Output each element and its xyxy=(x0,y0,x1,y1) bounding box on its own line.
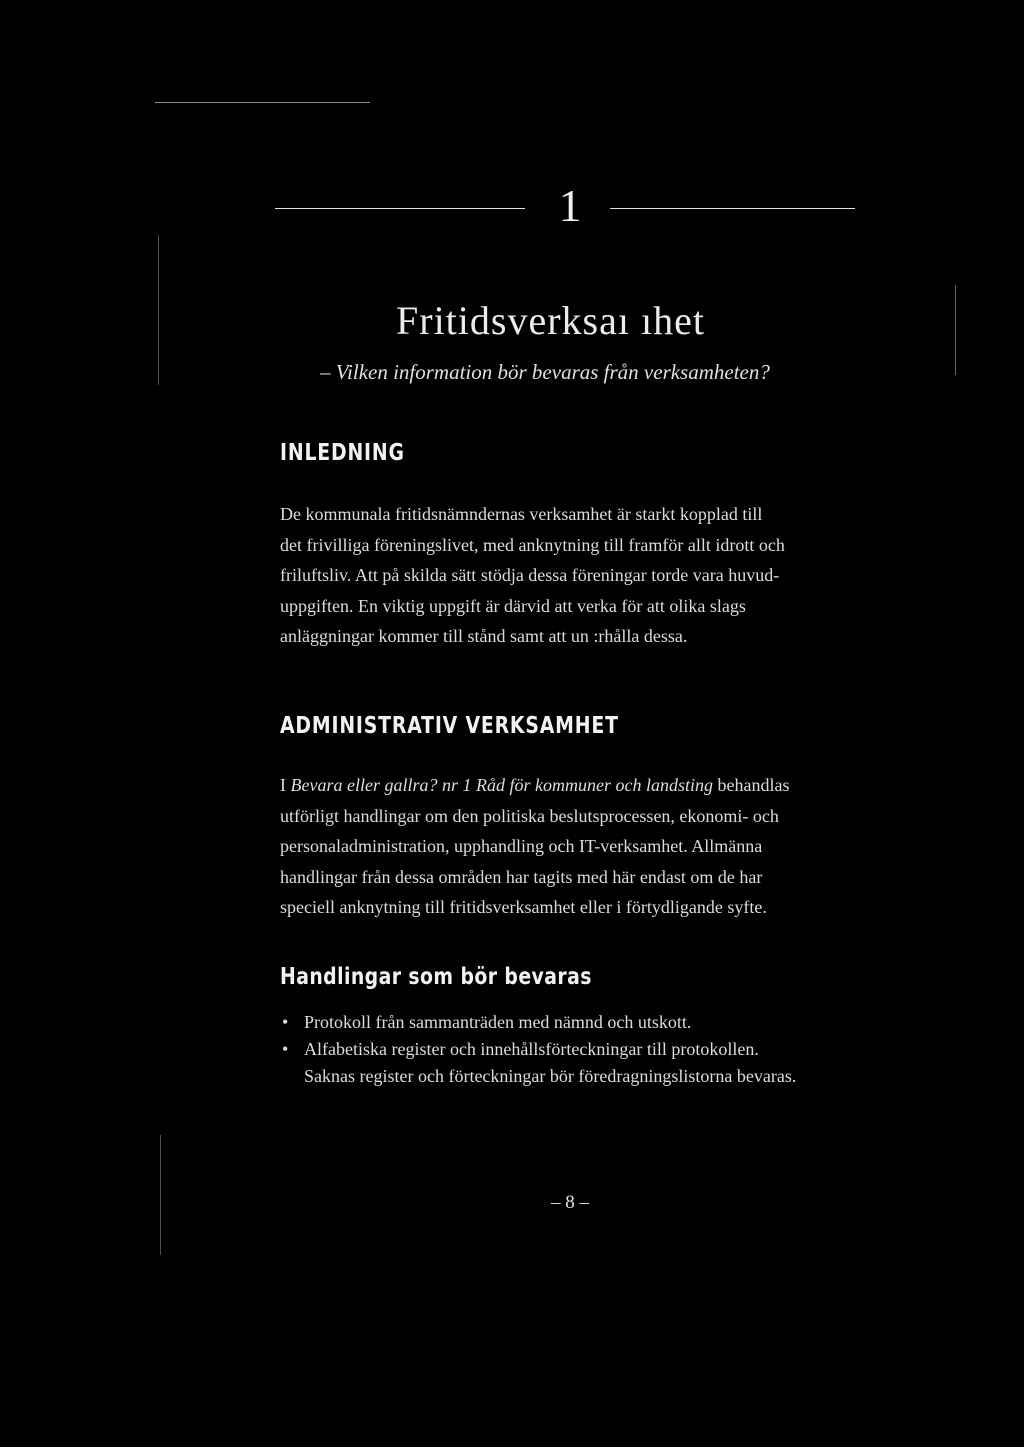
paragraph-line: friluftsliv. Att på skilda sätt stödja dessa föreningar torde vara huvud- xyxy=(280,565,780,585)
paragraph-line: uppgiften. En viktig uppgift är därvid att verka för att olika slags xyxy=(280,595,746,616)
paragraph-line: De kommunala fritidsnämndernas verksamhet är starkt kopplad till xyxy=(280,504,763,524)
list-item xyxy=(280,1009,880,1036)
paragraph-line: personaladministration, upphandling och IT-verksamhet. Allmänna xyxy=(280,836,763,856)
chapter-number: 1 xyxy=(558,180,582,231)
scan-artifact-left-margin-lower xyxy=(160,1135,161,1255)
list-item-line: Saknas register och förteckningar bör föredragningslistorna bevaras. xyxy=(304,1066,797,1086)
reference-title-italic: Bevara eller gallra? xyxy=(290,775,438,795)
paragraph-line: det frivilliga föreningslivet, med anknytning till framför allt idrott och xyxy=(280,534,785,555)
paragraph-line: utförligt handlingar om den politiska beslutsprocessen, ekonomi- och xyxy=(280,805,779,826)
paragraph-line-with-reference xyxy=(280,770,870,801)
heading-handlingar-som-bor-bevaras: Handlingar som bör bevaras xyxy=(280,964,592,990)
list-item-line: Protokoll från sammanträden med nämnd och utskott. xyxy=(304,1012,692,1032)
scan-artifact-left-margin xyxy=(158,235,159,385)
scan-artifact-top-line xyxy=(155,102,370,103)
chapter-rule-right xyxy=(610,208,855,209)
heading-administrativ-verksamhet: ADMINISTRATIV VERKSAMHET xyxy=(280,713,619,739)
scan-artifact-right-margin xyxy=(955,285,956,375)
paragraph-line: handlingar från dessa områden har tagits med här endast om de har xyxy=(280,866,763,887)
paragraph-inledning xyxy=(280,499,870,652)
bullet-icon: • xyxy=(282,1039,289,1059)
text-prefix: I xyxy=(280,775,291,795)
paragraph-line: anläggningar kommer till stånd samt att un :rhålla dessa. xyxy=(280,626,688,646)
chapter-title: Fritidsverksaı ıhet xyxy=(396,298,705,343)
bullet-icon: • xyxy=(282,1012,289,1032)
chapter-subtitle: – Vilken information bör bevaras från verksamheten? xyxy=(320,360,770,384)
bullet-list xyxy=(280,1009,880,1090)
paragraph-administrativ xyxy=(280,770,870,923)
reference-subtitle-italic: Råd för kommuner och landsting xyxy=(476,775,713,795)
list-item xyxy=(280,1036,880,1090)
reference-number: nr 1 xyxy=(437,775,476,795)
chapter-rule-left xyxy=(275,208,525,209)
page-number: – 8 – xyxy=(551,1192,589,1213)
paragraph-line: speciell anknytning till fritidsverksamhet eller i förtydligande syfte. xyxy=(280,897,767,917)
heading-inledning: INLEDNING xyxy=(280,440,405,466)
text-suffix: behandlas xyxy=(712,775,790,795)
list-item-line: Alfabetiska register och innehållsförteckningar till protokollen. xyxy=(304,1039,759,1059)
